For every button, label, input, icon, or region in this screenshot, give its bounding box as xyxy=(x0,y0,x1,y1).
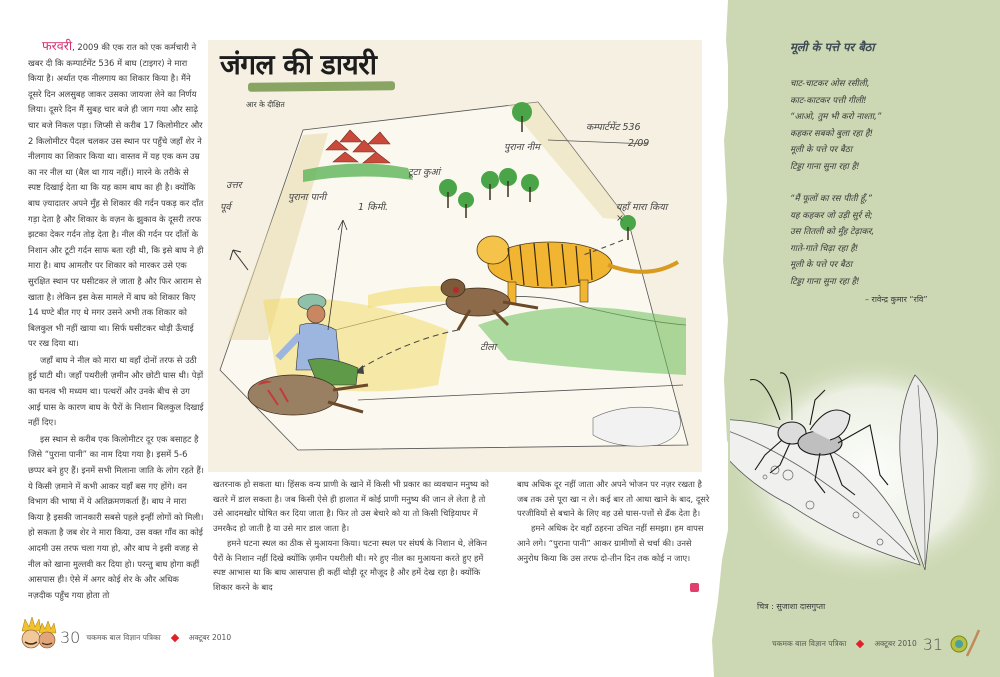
article-column-left xyxy=(28,38,204,604)
map-label-kill-site: यहाँ मारा किया × xyxy=(616,202,668,224)
map-label-east: पूर्व xyxy=(220,202,231,213)
footer-magazine-name: चकमक बाल विज्ञान पत्रिका xyxy=(772,639,847,648)
map-label-distance: 1 किमी. xyxy=(358,202,388,213)
map-label-broken-well: टूटा कुआं xyxy=(408,167,441,178)
article-column-middle xyxy=(213,477,495,595)
poem-stanza: चाट-चाटकर ओस रसीली, काट-काटकर पत्ती गीली! “आओ, तुम भी करो नाश्ता,” कहकर सबको बुला रहा है! मूली के पत्ते पर बैठा टिड्डा गाना सुना रहा है! xyxy=(790,79,882,172)
footer-right xyxy=(772,626,983,662)
map-label-north: उत्तर xyxy=(226,180,242,191)
poem-title: मूली के पत्ते पर बैठा xyxy=(790,40,875,54)
footer-issue-date: अक्टूबर 2010 xyxy=(874,639,917,648)
wheel-and-feather-icon xyxy=(949,626,983,662)
article-paragraph: खतरनाक हो सकता था। हिंसक वन्य प्राणी के खाने में किसी भी प्रकार का व्यवधान मनुष्य को खतरे में डाल सकता है। जब किसी ऐसे ही हालात में कोई प्राणी मनुष्य की जान ले लेता है तो उसे आदमखोर घोषित कर दिया जाता है। फिर तो उस बेचारे को या तो किसी चिड़ियाघर में उमरकैद हो जाती है या उसे मार डाल जाता है। xyxy=(213,479,489,534)
footer-issue-date: अक्टूबर 2010 xyxy=(188,632,232,642)
article-end-mark-icon xyxy=(690,583,699,592)
footer-left xyxy=(60,628,231,647)
kings-mascot-icon xyxy=(18,615,58,655)
article-column-right xyxy=(517,477,712,565)
dropcap-word: फरवरी xyxy=(42,38,73,53)
article-title: जंगल की डायरी xyxy=(220,48,377,81)
article-paragraph: जहाँ बाघ ने नील को मारा था वहाँ दोनों तरफ से उठी हुई घाटी थी। जहाँ पथरीली ज़मीन और छोटी घास थी। पेड़ों का घनत्व भी मध्यम था। पत्थरों और उनके बीच से उग आई घास के कारण बाघ के पैरों के निशान बिलकुल दिखाई नहीं दिए। xyxy=(28,354,204,428)
title-underline-stroke xyxy=(248,81,395,92)
map-label-old-neem: पुराना नीम xyxy=(504,142,540,153)
poem-body xyxy=(790,76,881,306)
article-paragraph: इस स्थान से करीब एक किलोमीटर दूर एक बसाहट है जिसे “पुराना पानी” का नाम दिया गया है। इसमें 5-6 छप्पर बने हुए हैं। इनमें सभी मिलाना जाति के लोग रहते हैं। ये किसी ज़माने में कभी आकर यहाँ बस गए होंगे। वन विभाग की भाषा में ये अतिक्रमणकर्ता हैं। बाघ ने मारा किया है इसकी जानकारी सबसे पहले इन्हीं लोगों को मिली। हो सकता है जब शेर ने मारा किया, उस वक्त गाँव का कोई आदमी उस तरफ चला गया हो, और बाघ ने इसी वजह से नील को खाना मुल्तवी कर दिया हो। परन्तु बाघ होगा कहीं आसपास ही। ऐसे में अगर कोई शेर के और अधिक नज़दीक पहुँच गया होता तो xyxy=(28,433,204,600)
page-number-right: 31 xyxy=(922,634,944,654)
article-paragraph: हमने अधिक देर वहाँ ठहरना उचित नहीं समझा। हम वापस आने लगे। “पुराना पानी” आकर ग्रामीणों से चर्चा की। उनसे अनुरोध किया कि उस तरफ दो-तीन दिन तक कोई न जाए। xyxy=(517,523,704,563)
article-paragraph: हमने घटना स्थल का ठीक से मुआयना किया। घटना स्थल पर संघर्ष के निशान थे, लेकिन पैरों के निशान नहीं दिखे क्योंकि ज़मीन पथरीली थी। मरे हुए नील का मुआयना करते हुए हमें स्पष्ट आभास था कि बाघ आसपास ही कहीं थोड़ी दूर मौजूद है और हमें देख रहा है। क्योंकि शिकार करने के बाद xyxy=(213,537,487,592)
article-paragraph: फरवरी, 2009 की एक रात को एक कर्मचारी ने खबर दी कि कम्पार्टमेंट 536 में बाघ (टाइगर) ने मारा किया है। अर्थात एक नीलगाय का शिकार किया है। मैंने दूसरे दिन अलसुबह जाकर उसका जायजा लेने का निर्णय लिया। दूसरे दिन मैं सुबह चार बजे ही जाग गया और साढ़े चार बजे निकल पड़ा। जिप्सी से करीब 17 किलोमीटर और 2 किलोमीटर पैदल चलकर उस स्थान पर पहुँचे जहाँ शेर ने नीलगाय का शिकार किया था। वास्तव में यह एक कम उम्र का नर नील था (बैल था गाय नहीं।) मारने के तरीके से स्पष्ट दिखाई देता था कि यह काम बाघ का ही है। क्योंकि बाघ ज़्यादातर अपने मुँह से शिकार की गर्दन पकड़ कर दाँत गड़ा देता है और शिकार के वज़न के झुकाव के दूसरी तरफ झटका देकर गर्दन तोड़ देता है। नील की गर्दन पर दाँतों के निशान और टूटी गर्दन साफ बता रही थी, कि इसे बाघ ने ही मारा है। बाघ आमतौर पर शिकार को मारकर उसे एक सुरक्षित स्थान पर घसीटकर ले जाता है और फिर आराम से खाता है। लेकिन इस केस मामले में बाघ को शिकार किए 14 घण्टे बीत गए थे मगर उसने अभी तक शिकार को बिलकुल भी नहीं खाया था। सिर्फ घसीटकर थोड़ी ऊँचाई पर रख दिया था। xyxy=(28,38,204,349)
grasshopper-on-leaf-sketch xyxy=(730,345,1000,585)
page-number-left: 30 xyxy=(60,628,81,647)
article-paragraph: बाघ अधिक दूर नहीं जाता और अपने भोजन पर नज़र रखता है जब तक उसे पूरा खा न ले। कई बार तो आधा खाने के बाद, दूसरे परजीवियों से बचाने के लिए वह उसे घास-पत्तों से ढँक देता है। xyxy=(517,479,710,519)
map-label-compartment: कम्पार्टमेंट 536 xyxy=(586,122,641,133)
map-label-mound: टीला xyxy=(480,342,497,353)
illustration-credit: चित्र : सुजाशा दासगुप्ता xyxy=(757,602,826,611)
poem-stanza: “मैं फूलों का रस पीती हूँ,” यह कहकर जो उड़ी सुर्र से; उस तितली को मुँह टेढ़ाकर, गाते-गाते चिढ़ा रहा है! मूली के पत्ते पर बैठा टिड्डा गाना सुना रहा है! xyxy=(790,194,875,287)
footer-magazine-name: चकमक बाल विज्ञान पत्रिका xyxy=(86,632,161,642)
map-label-date: 2/09 xyxy=(628,138,650,149)
map-label-old-water: पुराना पानी xyxy=(288,192,327,203)
diamond-bullet-icon xyxy=(856,640,864,648)
article-author: आर के दीक्षित xyxy=(246,100,285,109)
grasshopper-illustration xyxy=(730,345,1000,585)
diamond-bullet-icon xyxy=(170,633,178,641)
map-illustration xyxy=(208,40,702,472)
poet-name: – रावेन्द्र कुमार “रवि” xyxy=(865,295,928,304)
